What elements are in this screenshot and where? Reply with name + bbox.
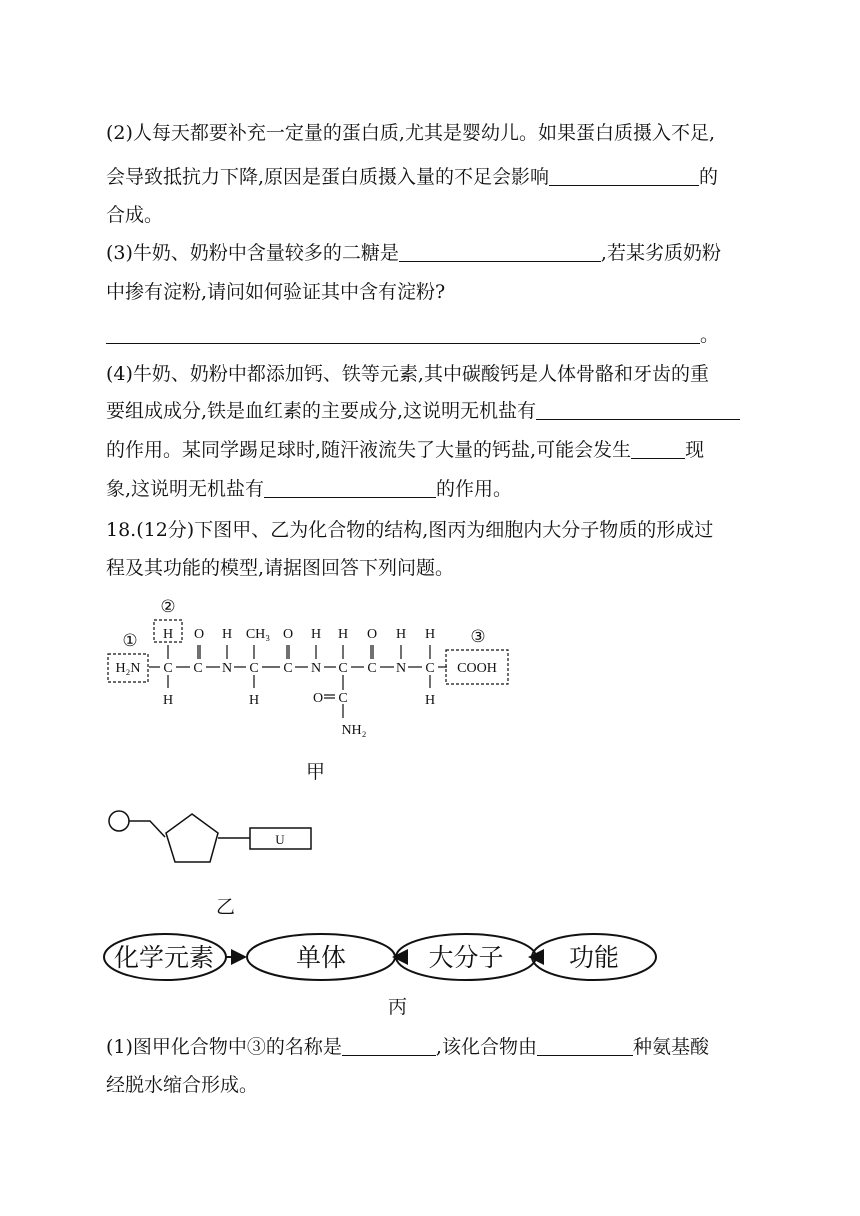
marker-2: ② [160, 597, 176, 616]
pentose-pentagon [166, 814, 218, 862]
atom: O [193, 627, 205, 642]
flow-label-elements: 化学元素 [113, 945, 215, 972]
atom: H [310, 627, 322, 642]
atom: CH₃ [245, 627, 271, 642]
q4-text-a: 要组成成分,铁是血红素的主要成分,这说明无机盐有 [106, 400, 537, 422]
q2-line-3: 合成。 [106, 204, 164, 226]
base-label: U [275, 832, 285, 847]
atom: O [312, 691, 324, 706]
q3-text-a: (3)牛奶、奶粉中含量较多的二糖是 [106, 242, 399, 264]
q4-text-b: 的作用。某同学踢足球时,随汗液流失了大量的钙盐,可能会发生 [106, 439, 632, 461]
atom: H [162, 693, 174, 708]
figure-bing-caption: 丙 [388, 996, 408, 1018]
q3-end: 。 [700, 324, 720, 346]
answer-blank[interactable] [536, 399, 740, 420]
q2-text-a: 会导致抵抗力下降,原因是蛋白质摄入量的不足会影响 [106, 166, 550, 188]
atom: C [338, 661, 348, 676]
atom: N [310, 661, 322, 676]
atom: C [338, 691, 348, 706]
atom: C [193, 661, 203, 676]
atom: H [337, 627, 349, 642]
atom: C [283, 661, 293, 676]
atom: C [163, 661, 173, 676]
atom: H [221, 627, 233, 642]
q18-line-1: 18.(12分)下图甲、乙为化合物的结构,图丙为细胞内大分子物质的形成过 [106, 519, 714, 541]
q4-line-4 [106, 477, 512, 501]
atom: O [366, 627, 378, 642]
atom: O [282, 627, 294, 642]
atom: C [367, 661, 377, 676]
answer-blank[interactable] [264, 477, 436, 498]
q1-text-b: ,该化合物由 [435, 1036, 537, 1058]
answer-blank[interactable] [399, 241, 601, 262]
atom: C [249, 661, 259, 676]
q3-line-3 [106, 323, 719, 347]
q2-line-1: (2)人每天都要补充一定量的蛋白质,尤其是婴幼儿。如果蛋白质摄入不足, [106, 122, 715, 144]
flow-diagram [100, 930, 666, 986]
atom: N [395, 661, 407, 676]
q3-line-2: 中掺有淀粉,请问如何验证其中含有淀粉? [106, 281, 446, 303]
q4-text-c: 现 [685, 439, 705, 461]
answer-blank[interactable] [631, 438, 685, 459]
marker-3: ③ [470, 627, 486, 646]
atom: H [395, 627, 407, 642]
marker-1: ① [122, 631, 138, 650]
q3-line-1 [106, 241, 721, 265]
answer-blank[interactable] [106, 323, 700, 344]
peptide-structure-figure [100, 590, 520, 750]
q4-line-1: (4)牛奶、奶粉中都添加钙、铁等元素,其中碳酸钙是人体骨骼和牙齿的重 [106, 363, 709, 385]
atom: H [424, 627, 436, 642]
atom: C [425, 661, 435, 676]
figure-jia-caption: 甲 [306, 761, 326, 783]
atom: H [424, 693, 436, 708]
phosphate-circle [109, 811, 129, 831]
atom: NH₂ [341, 723, 367, 738]
figure-yi-caption: 乙 [216, 896, 236, 918]
flow-label-function: 功能 [568, 945, 620, 972]
flow-label-monomer: 单体 [295, 945, 347, 972]
q1-line-1 [106, 1035, 709, 1059]
q4-line-3 [106, 438, 704, 462]
q4-text-e: 的作用。 [436, 478, 513, 500]
q2-line-2 [106, 165, 718, 189]
atom: H [248, 693, 260, 708]
q1-line-2: 经脱水缩合形成。 [106, 1074, 259, 1096]
answer-blank[interactable] [537, 1035, 633, 1056]
q3-text-b: ,若某劣质奶粉 [600, 242, 721, 264]
atom: COOH [457, 661, 497, 676]
nucleotide-figure [100, 800, 330, 890]
answer-blank[interactable] [549, 165, 699, 186]
q2-text-b: 的 [699, 166, 719, 188]
flow-label-macromolecule: 大分子 [428, 945, 504, 972]
q18-line-2: 程及其功能的模型,请据图回答下列问题。 [106, 557, 455, 579]
atom: H [162, 627, 174, 642]
q1-text-a: (1)图甲化合物中③的名称是 [106, 1036, 342, 1058]
q4-line-2 [106, 399, 740, 423]
atom: H₂N [115, 661, 141, 676]
answer-blank[interactable] [342, 1035, 436, 1056]
q4-text-d: 象,这说明无机盐有 [106, 478, 265, 500]
q1-text-c: 种氨基酸 [632, 1036, 709, 1058]
atom: N [221, 661, 233, 676]
